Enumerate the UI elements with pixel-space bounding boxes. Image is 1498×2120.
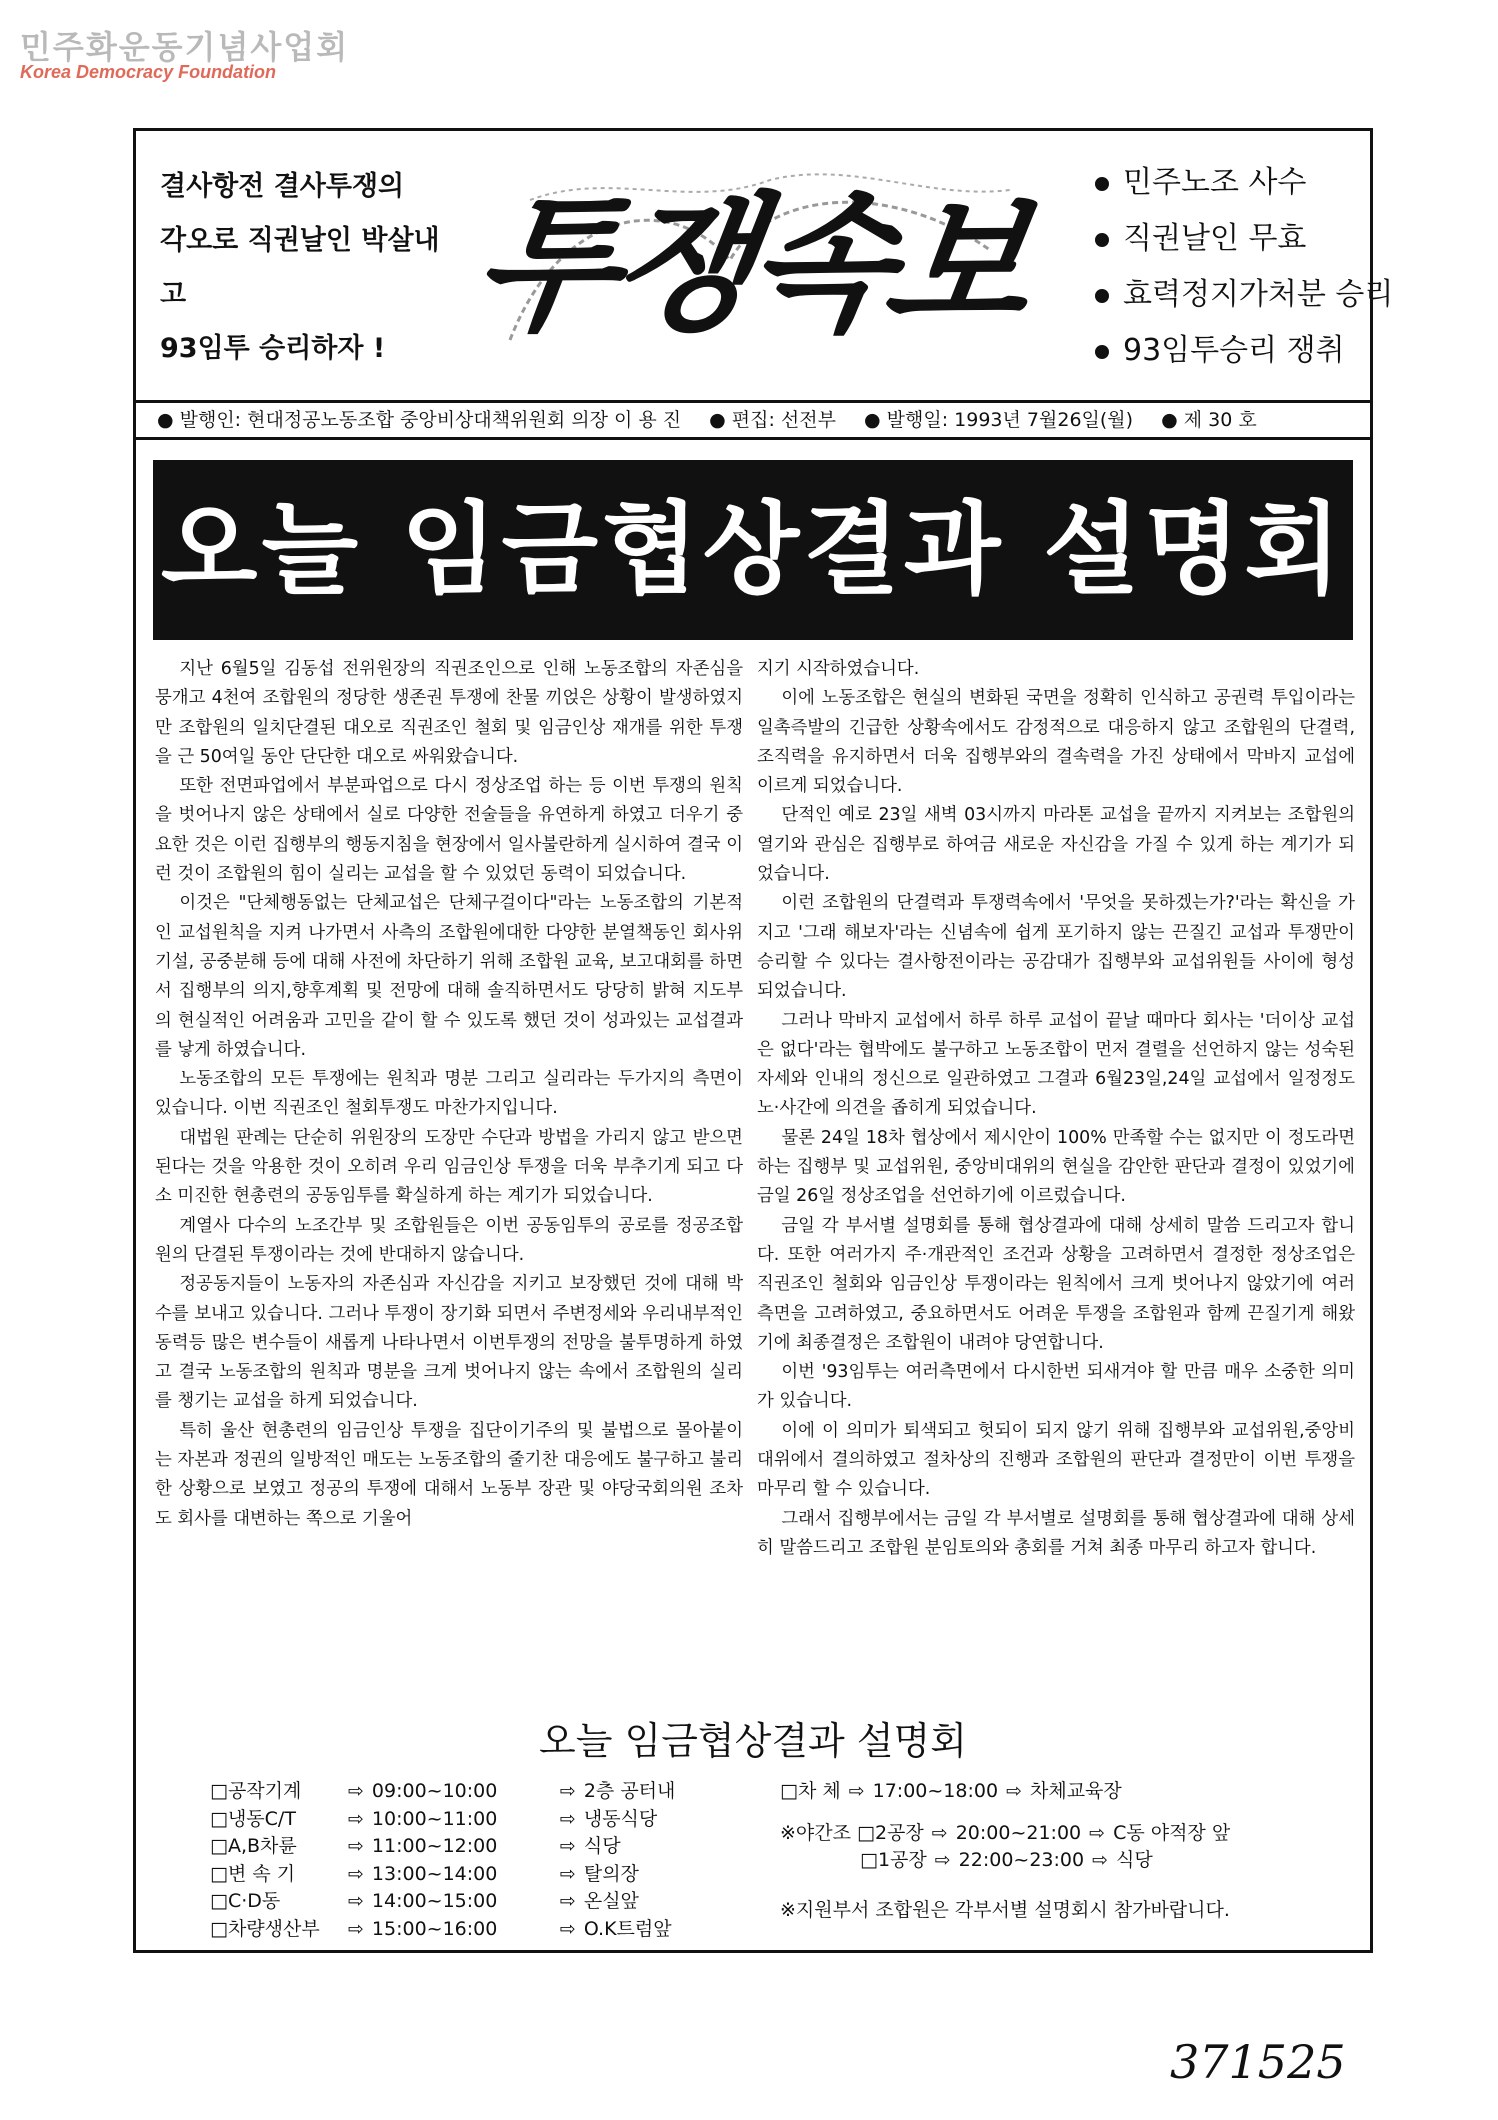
- issue-number: ● 제 30 호: [1161, 409, 1257, 431]
- paragraph: 물론 24일 18차 협상에서 제시안이 100% 만족할 수는 없지만 이 정도라면 하는 집행부 및 교섭위원, 중앙비대위의 현실을 감안한 판단과 결정이 있었기에 금일 26일 정상조업을 선언하기에 이르렀습니다.: [757, 1127, 1355, 1207]
- headline: 오늘 임금협상결과 설명회: [153, 460, 1353, 640]
- bullet-icon: [1095, 233, 1109, 247]
- bullet-item: 민주노조 사수: [1095, 155, 1365, 211]
- masthead-title: 투쟁속보: [463, 179, 1037, 351]
- masthead: [463, 170, 1037, 360]
- article-column-left: [155, 655, 743, 1534]
- arrow-icon: ⇨: [559, 1835, 576, 1857]
- arrow-icon: ⇨: [559, 1780, 576, 1802]
- paragraph: 계열사 다수의 노조간부 및 조합원들은 이번 공동임투의 공로를 정공조합원의 단결된 투쟁이라는 것에 반대하지 않습니다.: [155, 1215, 743, 1265]
- editor: ● 편집: 선전부: [709, 409, 836, 431]
- publish-date: ● 발행일: 1993년 7월26일(월): [864, 409, 1134, 431]
- slogan-line: 각오로 직권날인 박살내고: [160, 225, 440, 310]
- bullet-icon: [1095, 289, 1109, 303]
- arrow-icon: ⇨: [848, 1780, 865, 1802]
- schedule-row: □C·D동 ⇨ 14:00~15:00 ⇨ 온실앞: [210, 1890, 639, 1912]
- arrow-icon: ⇨: [348, 1890, 364, 1912]
- paragraph: 금일 각 부서별 설명회를 통해 협상결과에 대해 상세히 말씀 드리고자 합니다. 또한 여러가지 주·개관적인 조건과 상황을 고려하면서 결정한 정상조업은 직권조인 철회와 임금인상 투쟁이라는 원칙에서 크게 벗어나지 않았기에 여러 측면을 고려하였고, 중요하면서도 어려운 투쟁을 조합원과 함께 끈질기게 해왔기에 최종결정은 조합원이 내려야 당연합니다.: [757, 1215, 1355, 1353]
- arrow-icon: ⇨: [1092, 1849, 1109, 1871]
- arrow-icon: ⇨: [931, 1821, 948, 1844]
- schedule-row: ※야간조 □2공장 ⇨ 20:00~21:00 ⇨ C동 야적장 앞: [780, 1821, 1231, 1844]
- bullet-icon: [1095, 345, 1109, 359]
- slogan-line: 결사항전 결사투쟁의: [160, 171, 405, 202]
- paragraph: 특히 울산 현총련의 임금인상 투쟁을 집단이기주의 및 불법으로 몰아붙이는 자본과 정권의 일방적인 매도는 노동조합의 줄기찬 대응에도 불구하고 불리한 상황으로 보였고 정공의 투쟁에 대해서 노동부 장관 및 야당국회의원 조차도 회사를 대변하는 쪽으로 기울어: [155, 1420, 743, 1529]
- schedule-right: [780, 1778, 1340, 1924]
- publisher: ● 발행인: 현대정공노동조합 중앙비상대책위원회 의장 이 용 진: [157, 409, 682, 431]
- arrow-icon: ⇨: [348, 1780, 364, 1802]
- publication-info-bar: [133, 400, 1373, 440]
- paragraph: 이에 이 의미가 퇴색되고 헛되이 되지 않기 위해 집행부와 교섭위원,중앙비대위에서 결의하였고 절차상의 진행과 조합원의 판단과 결정만이 이번 투쟁을 마무리 할 수 있습니다.: [757, 1420, 1355, 1500]
- arrow-icon: ⇨: [559, 1862, 576, 1885]
- paragraph: 단적인 예로 23일 새벽 03시까지 마라톤 교섭을 끝까지 지켜보는 조합원의 열기와 관심은 집행부로 하여금 새로운 자신감을 가질 수 있게 하는 계기가 되었습니다.: [757, 805, 1355, 885]
- paragraph: 지기 시작하였습니다.: [757, 659, 920, 679]
- arrow-icon: ⇨: [348, 1835, 364, 1857]
- paragraph: 이런 조합원의 단결력과 투쟁력속에서 '무엇을 못하겠는가?'라는 확신을 가지고 '그래 해보자'라는 신념속에 쉽게 포기하지 않는 끈질긴 교섭과 투쟁만이 승리할 수 있다는 결사항전이라는 공감대가 집행부와 교섭위원들 사이에 형성되었습니다.: [757, 893, 1355, 1002]
- arrow-icon: ⇨: [934, 1849, 951, 1871]
- arrow-icon: ⇨: [348, 1862, 364, 1885]
- arrow-icon: ⇨: [559, 1807, 576, 1830]
- slogan-box: [160, 160, 440, 376]
- bullet-item: 93임투승리 쟁취: [1095, 323, 1365, 379]
- paragraph: 이것은 "단체행동없는 단체교섭은 단체구걸이다"라는 노동조합의 기본적인 교섭원칙을 지켜 나가면서 사측의 조합원에대한 다양한 분열책동인 회사위기설, 공중분해 등에 대해 사전에 차단하기 위해 조합원 교육, 보고대회를 하면서 집행부의 의지,향후계획 및 전망에 대해 솔직하면서도 당당히 밝혀 지도부의 현실적인 어려움과 고민을 같이 할 수 있도록 했던 것이 성과있는 교섭결과를 낳게 하였습니다.: [155, 893, 743, 1060]
- paragraph: 그러나 막바지 교섭에서 하루 하루 교섭이 끝날 때마다 회사는 '더이상 교섭은 없다'라는 협박에도 불구하고 노동조합이 먼저 결렬을 선언하지 않는 성숙된 자세와 인내의 정신으로 일관하였고 그결과 6월23일,24일 교섭에서 일정정도 노·사간에 의견을 좁히게 되었습니다.: [757, 1010, 1355, 1119]
- bullet-item: 효력정지가처분 승리: [1095, 267, 1365, 323]
- paragraph: 노동조합의 모든 투쟁에는 원칙과 명분 그리고 실리라는 두가지의 측면이 있습니다. 이번 직권조인 철회투쟁도 마찬가지입니다.: [155, 1069, 743, 1119]
- arrow-icon: ⇨: [1006, 1780, 1022, 1802]
- schedule-row: □1공장 ⇨ 22:00~23:00 ⇨ 식당: [860, 1849, 1153, 1871]
- paragraph: 정공동지들이 노동자의 자존심과 자신감을 지키고 보장했던 것에 대해 박수를 보내고 있습니다. 그러나 투쟁이 장기화 되면서 주변정세와 우리내부적인 동력등 많은 변수들이 새롭게 나타나면서 이번투쟁의 전망을 불투명하게 하였고 결국 노동조합의 원칙과 명분을 크게 벗어나지 않는 속에서 조합원의 실리를 챙기는 교섭을 하게 되었습니다.: [155, 1274, 743, 1412]
- paragraph: 또한 전면파업에서 부분파업으로 다시 정상조업 하는 등 이번 투쟁의 원칙을 벗어나지 않은 상태에서 실로 다양한 전술들을 유연하게 하였고 더우기 중요한 것은 이런 집행부의 행동지침을 현장에서 일사불란하게 실시하여 결국 이런 것이 조합원의 힘이 실리는 교섭을 할 수 있었던 동력이 되었습니다.: [155, 776, 743, 885]
- paragraph: 대법원 판례는 단순히 위원장의 도장만 수단과 방법을 가리지 않고 받으면 된다는 것을 악용한 것이 오히려 우리 임금인상 투쟁을 더욱 부추기게 되고 다소 미진한 현총련의 공동임투를 확실하게 하는 계기가 되었습니다.: [155, 1127, 743, 1207]
- schedule-row: □변 속 기 ⇨ 13:00~14:00 ⇨ 탈의장: [210, 1862, 639, 1885]
- slogan-line: 93임투 승리하자 !: [160, 333, 386, 364]
- arrow-icon: ⇨: [348, 1807, 364, 1830]
- schedule-row: □차 체 ⇨ 17:00~18:00 ⇨ 차체교육장: [780, 1780, 1122, 1802]
- paragraph: 지난 6월5일 김동섭 전위원장의 직권조인으로 인해 노동조합의 자존심을 뭉개고 4천여 조합원의 정당한 생존권 투쟁에 찬물 끼얹은 상황이 발생하였지만 조합원의 일치단결된 대오로 직권조인 철회 및 임금인상 재개를 위한 투쟁을 근 50여일 동안 단단한 대오로 싸워왔습니다.: [155, 659, 743, 767]
- schedule-note: ※지원부서 조합원은 각부서별 설명회시 참가바랍니다.: [780, 1898, 1230, 1921]
- arrow-icon: ⇨: [559, 1890, 576, 1912]
- watermark-english: Korea Democracy Foundation: [20, 62, 277, 82]
- bullet-item: 직권날인 무효: [1095, 211, 1365, 267]
- paragraph: 이에 노동조합은 현실의 변화된 국면을 정확히 인식하고 공권력 투입이라는 일촉즉발의 긴급한 상황속에서도 감정적으로 대응하지 않고 조합원의 단결력, 조직력을 유지하면서 더욱 집행부와의 결속력을 가진 상태에서 막바지 교섭에 이르게 되었습니다.: [757, 688, 1355, 797]
- schedule-left: [210, 1778, 710, 1943]
- paragraph: 그래서 집행부에서는 금일 각 부서별로 설명회를 통해 협상결과에 대해 상세히 말씀드리고 조합원 분임토의와 총회를 거쳐 최종 마무리 하고자 합니다.: [757, 1508, 1355, 1558]
- paragraph: 이번 '93임투는 여러측면에서 다시한번 되새겨야 할 만큼 매우 소중한 의미가 있습니다.: [757, 1362, 1355, 1412]
- handwritten-number: 371525: [1170, 2035, 1346, 2089]
- arrow-icon: ⇨: [1089, 1821, 1106, 1844]
- bullet-icon: [1095, 177, 1109, 191]
- schedule-row: □A,B차륜 ⇨ 11:00~12:00 ⇨ 식당: [210, 1835, 621, 1857]
- schedule-title: 오늘 임금협상결과 설명회: [539, 1719, 967, 1763]
- schedule-row: □차량생산부 ⇨ 15:00~16:00 ⇨ O.K트럼앞: [210, 1917, 672, 1940]
- schedule-row: □공작기계 ⇨ 09:00~10:00 ⇨ 2층 공터내: [210, 1780, 676, 1802]
- article-column-right: [757, 655, 1355, 1563]
- schedule-row: □냉동C/T ⇨ 10:00~11:00 ⇨ 냉동식당: [210, 1807, 658, 1830]
- bullet-list: [1095, 155, 1394, 379]
- arrow-icon: ⇨: [348, 1917, 364, 1940]
- arrow-icon: ⇨: [559, 1917, 576, 1940]
- watermark-korean: 민주화운동기념사업회: [20, 28, 350, 66]
